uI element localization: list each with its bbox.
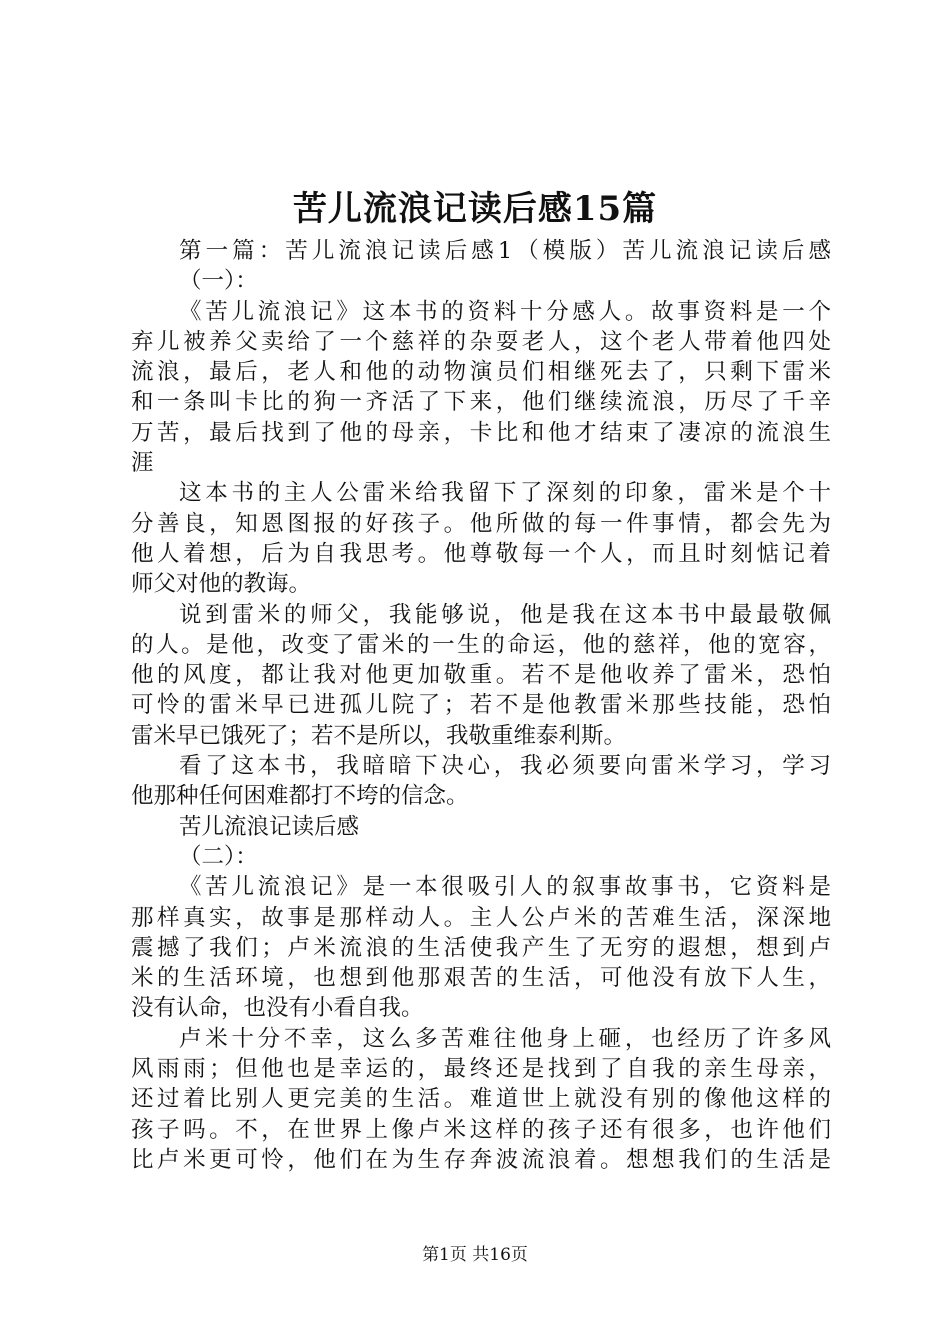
text-line: 比卢米更可怜，他们在为生存奔波流浪着。想想我们的生活是 bbox=[131, 1146, 831, 1173]
text-line: 苦儿流浪记读后感 bbox=[179, 813, 360, 840]
text-line: 没有认命，也没有小看自我。 bbox=[131, 995, 424, 1022]
text-line: 《苦儿流浪记》是一本很吸引人的叙事故事书，它资料是 bbox=[179, 874, 831, 901]
text-line: 师父对他的教诲。 bbox=[131, 571, 312, 598]
text-line: 涯 bbox=[131, 450, 154, 477]
text-line: 分善良，知恩图报的好孩子。他所做的每一件事情，都会先为 bbox=[131, 510, 831, 537]
text-line: 风雨雨；但他也是幸运的，最终还是找到了自我的亲生母亲， bbox=[131, 1056, 831, 1083]
document-body bbox=[131, 236, 831, 1175]
text-line: 雷米早已饿死了；若不是所以，我敬重维泰利斯。 bbox=[131, 722, 627, 749]
page-title: 苦儿流浪记读后感15篇 bbox=[292, 189, 658, 229]
text-line: 弃儿被养父卖给了一个慈祥的杂耍老人，这个老人带着他四处 bbox=[131, 328, 831, 355]
text-line: 第一篇：苦儿流浪记读后感1（模版）苦儿流浪记读后感 bbox=[179, 238, 831, 264]
text-line: 他那种任何困难都打不垮的信念。 bbox=[131, 783, 469, 810]
text-line: 流浪，最后，老人和他的动物演员们相继死去了，只剩下雷米 bbox=[131, 359, 831, 386]
text-line: 和一条叫卡比的狗一齐活了下来，他们继续流浪，历尽了千辛 bbox=[131, 389, 831, 416]
text-line: 米的生活环境，也想到他那艰苦的生活，可他没有放下人生， bbox=[131, 965, 831, 992]
text-line: 他的风度，都让我对他更加敬重。若不是他收养了雷米，恐怕 bbox=[131, 662, 831, 689]
text-line: 还过着比别人更完美的生活。难道世上就没有别的像他这样的 bbox=[131, 1086, 831, 1113]
text-line: 万苦，最后找到了他的母亲，卡比和他才结束了凄凉的流浪生 bbox=[131, 419, 831, 446]
text-line: （一）： bbox=[179, 268, 258, 295]
text-line: 卢米十分不幸，这么多苦难往他身上砸，也经历了许多风 bbox=[179, 1025, 831, 1052]
text-line: 他人着想，后为自我思考。他尊敬每一个人，而且时刻惦记着 bbox=[131, 540, 831, 567]
text-line: （二）： bbox=[179, 843, 258, 870]
text-line: 那样真实，故事是那样动人。主人公卢米的苦难生活，深深地 bbox=[131, 904, 831, 931]
text-line: 可怜的雷米早已进孤儿院了；若不是他教雷米那些技能，恐怕 bbox=[131, 692, 831, 719]
text-line: 《苦儿流浪记》这本书的资料十分感人。故事资料是一个 bbox=[179, 298, 831, 325]
text-line: 的人。是他，改变了雷米的一生的命运，他的慈祥，他的宽容， bbox=[131, 631, 831, 658]
text-line: 说到雷米的师父，我能够说，他是我在这本书中最最敬佩 bbox=[179, 601, 831, 628]
page-number-footer: 第1页 共16页 bbox=[422, 1245, 528, 1265]
text-line: 看了这本书，我暗暗下决心，我必须要向雷米学习，学习 bbox=[179, 753, 831, 780]
text-line: 这本书的主人公雷米给我留下了深刻的印象，雷米是个十 bbox=[179, 480, 831, 507]
text-line: 震撼了我们；卢米流浪的生活使我产生了无穷的遐想，想到卢 bbox=[131, 934, 831, 961]
text-line: 孩子吗。不，在世界上像卢米这样的孩子还有很多，也许他们 bbox=[131, 1116, 831, 1143]
